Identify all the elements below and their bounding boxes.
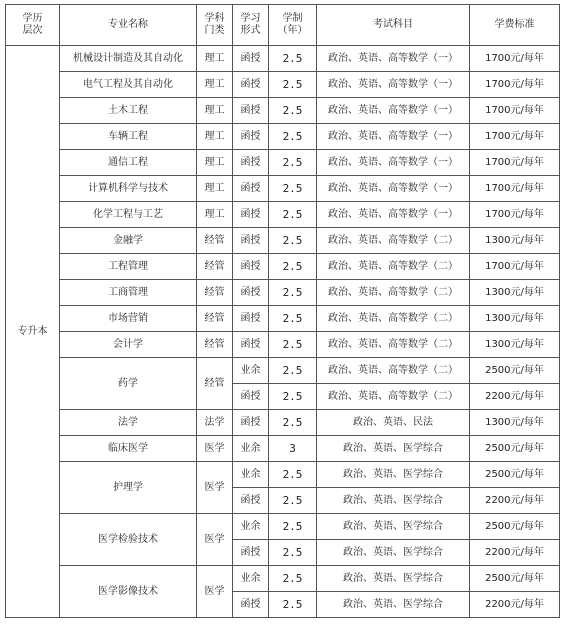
duration-cell: 2.5	[269, 254, 317, 280]
exam-cell: 政治、英语、民法	[317, 410, 470, 436]
fee-cell: 1700元/每年	[470, 176, 560, 202]
header-mode: 学习 形式	[233, 5, 269, 46]
category-cell: 理工	[197, 124, 233, 150]
mode-cell: 函授	[233, 280, 269, 306]
table-row	[6, 280, 560, 306]
exam-cell: 政治、英语、高等数学（一）	[317, 124, 470, 150]
exam-cell: 政治、英语、高等数学（二）	[317, 332, 470, 358]
mode-cell: 函授	[233, 332, 269, 358]
table-row	[6, 514, 560, 540]
exam-cell: 政治、英语、高等数学（一）	[317, 202, 470, 228]
exam-cell: 政治、英语、高等数学（二）	[317, 254, 470, 280]
mode-cell: 函授	[233, 202, 269, 228]
fee-cell: 2500元/每年	[470, 566, 560, 592]
major-cell: 市场营销	[60, 306, 197, 332]
fee-cell: 2500元/每年	[470, 436, 560, 462]
header-duration: 学制 （年）	[269, 5, 317, 46]
duration-cell: 2.5	[269, 488, 317, 514]
header-exam: 考试科目	[317, 5, 470, 46]
mode-cell: 函授	[233, 384, 269, 410]
level-cell: 专升本	[6, 46, 60, 618]
category-cell: 理工	[197, 46, 233, 72]
exam-cell: 政治、英语、高等数学（一）	[317, 72, 470, 98]
tuition-table	[5, 4, 560, 618]
duration-cell: 2.5	[269, 176, 317, 202]
fee-cell: 1700元/每年	[470, 72, 560, 98]
duration-cell: 2.5	[269, 566, 317, 592]
header-major: 专业名称	[60, 5, 197, 46]
fee-cell: 2500元/每年	[470, 514, 560, 540]
fee-cell: 1300元/每年	[470, 410, 560, 436]
fee-cell: 2500元/每年	[470, 462, 560, 488]
major-cell: 法学	[60, 410, 197, 436]
exam-cell: 政治、英语、高等数学（一）	[317, 176, 470, 202]
duration-cell: 2.5	[269, 514, 317, 540]
mode-cell: 业余	[233, 436, 269, 462]
fee-cell: 1700元/每年	[470, 254, 560, 280]
duration-cell: 2.5	[269, 98, 317, 124]
fee-cell: 1700元/每年	[470, 98, 560, 124]
table-header-row	[6, 5, 560, 46]
table-row	[6, 98, 560, 124]
mode-cell: 函授	[233, 98, 269, 124]
duration-cell: 2.5	[269, 280, 317, 306]
exam-cell: 政治、英语、高等数学（二）	[317, 228, 470, 254]
category-cell: 经管	[197, 306, 233, 332]
duration-cell: 2.5	[269, 358, 317, 384]
fee-cell: 1700元/每年	[470, 150, 560, 176]
duration-cell: 2.5	[269, 592, 317, 618]
exam-cell: 政治、英语、医学综合	[317, 540, 470, 566]
exam-cell: 政治、英语、高等数学（二）	[317, 306, 470, 332]
table-row	[6, 150, 560, 176]
mode-cell: 函授	[233, 306, 269, 332]
major-cell: 通信工程	[60, 150, 197, 176]
fee-cell: 1300元/每年	[470, 306, 560, 332]
table-row	[6, 176, 560, 202]
fee-cell: 2500元/每年	[470, 358, 560, 384]
major-cell: 金融学	[60, 228, 197, 254]
exam-cell: 政治、英语、医学综合	[317, 488, 470, 514]
major-cell: 药学	[60, 358, 197, 410]
table-row	[6, 436, 560, 462]
category-cell: 理工	[197, 72, 233, 98]
duration-cell: 2.5	[269, 540, 317, 566]
major-cell: 医学影像技术	[60, 566, 197, 618]
table-row	[6, 410, 560, 436]
mode-cell: 函授	[233, 592, 269, 618]
category-cell: 医学	[197, 436, 233, 462]
category-cell: 医学	[197, 514, 233, 566]
major-cell: 护理学	[60, 462, 197, 514]
table-row	[6, 566, 560, 592]
fee-cell: 2200元/每年	[470, 592, 560, 618]
category-cell: 医学	[197, 566, 233, 618]
category-cell: 经管	[197, 280, 233, 306]
mode-cell: 业余	[233, 358, 269, 384]
major-cell: 土木工程	[60, 98, 197, 124]
exam-cell: 政治、英语、高等数学（二）	[317, 384, 470, 410]
duration-cell: 2.5	[269, 462, 317, 488]
exam-cell: 政治、英语、高等数学（一）	[317, 98, 470, 124]
category-cell: 经管	[197, 228, 233, 254]
header-level: 学历 层次	[6, 5, 60, 46]
major-cell: 化学工程与工艺	[60, 202, 197, 228]
mode-cell: 业余	[233, 514, 269, 540]
header-category: 学科 门类	[197, 5, 233, 46]
table-row	[6, 254, 560, 280]
category-cell: 医学	[197, 462, 233, 514]
category-cell: 理工	[197, 98, 233, 124]
fee-cell: 2200元/每年	[470, 384, 560, 410]
exam-cell: 政治、英语、高等数学（二）	[317, 358, 470, 384]
exam-cell: 政治、英语、医学综合	[317, 566, 470, 592]
major-cell: 医学检验技术	[60, 514, 197, 566]
fee-cell: 1700元/每年	[470, 46, 560, 72]
duration-cell: 2.5	[269, 150, 317, 176]
mode-cell: 函授	[233, 410, 269, 436]
fee-cell: 1300元/每年	[470, 280, 560, 306]
fee-cell: 1700元/每年	[470, 202, 560, 228]
duration-cell: 2.5	[269, 306, 317, 332]
exam-cell: 政治、英语、高等数学（一）	[317, 150, 470, 176]
table-row	[6, 228, 560, 254]
duration-cell: 2.5	[269, 124, 317, 150]
exam-cell: 政治、英语、高等数学（二）	[317, 280, 470, 306]
category-cell: 理工	[197, 202, 233, 228]
table-row	[6, 72, 560, 98]
exam-cell: 政治、英语、医学综合	[317, 592, 470, 618]
table-row	[6, 202, 560, 228]
mode-cell: 函授	[233, 488, 269, 514]
table-row	[6, 124, 560, 150]
major-cell: 计算机科学与技术	[60, 176, 197, 202]
mode-cell: 函授	[233, 254, 269, 280]
mode-cell: 函授	[233, 228, 269, 254]
duration-cell: 3	[269, 436, 317, 462]
mode-cell: 函授	[233, 72, 269, 98]
header-fee: 学费标准	[470, 5, 560, 46]
table-row	[6, 332, 560, 358]
exam-cell: 政治、英语、医学综合	[317, 462, 470, 488]
exam-cell: 政治、英语、高等数学（一）	[317, 46, 470, 72]
exam-cell: 政治、英语、医学综合	[317, 514, 470, 540]
tuition-table-container	[5, 4, 560, 618]
duration-cell: 2.5	[269, 46, 317, 72]
mode-cell: 函授	[233, 150, 269, 176]
mode-cell: 业余	[233, 566, 269, 592]
category-cell: 经管	[197, 358, 233, 410]
duration-cell: 2.5	[269, 410, 317, 436]
major-cell: 机械设计制造及其自动化	[60, 46, 197, 72]
mode-cell: 函授	[233, 46, 269, 72]
category-cell: 理工	[197, 176, 233, 202]
category-cell: 法学	[197, 410, 233, 436]
category-cell: 经管	[197, 332, 233, 358]
category-cell: 理工	[197, 150, 233, 176]
fee-cell: 2200元/每年	[470, 540, 560, 566]
mode-cell: 业余	[233, 462, 269, 488]
fee-cell: 2200元/每年	[470, 488, 560, 514]
major-cell: 电气工程及其自动化	[60, 72, 197, 98]
major-cell: 工商管理	[60, 280, 197, 306]
table-row	[6, 358, 560, 384]
table-row	[6, 306, 560, 332]
mode-cell: 函授	[233, 176, 269, 202]
table-row	[6, 462, 560, 488]
duration-cell: 2.5	[269, 202, 317, 228]
major-cell: 临床医学	[60, 436, 197, 462]
duration-cell: 2.5	[269, 332, 317, 358]
category-cell: 经管	[197, 254, 233, 280]
fee-cell: 1300元/每年	[470, 228, 560, 254]
fee-cell: 1300元/每年	[470, 332, 560, 358]
major-cell: 车辆工程	[60, 124, 197, 150]
duration-cell: 2.5	[269, 72, 317, 98]
table-row	[6, 46, 560, 72]
duration-cell: 2.5	[269, 384, 317, 410]
major-cell: 工程管理	[60, 254, 197, 280]
mode-cell: 函授	[233, 124, 269, 150]
mode-cell: 函授	[233, 540, 269, 566]
exam-cell: 政治、英语、医学综合	[317, 436, 470, 462]
major-cell: 会计学	[60, 332, 197, 358]
duration-cell: 2.5	[269, 228, 317, 254]
fee-cell: 1700元/每年	[470, 124, 560, 150]
